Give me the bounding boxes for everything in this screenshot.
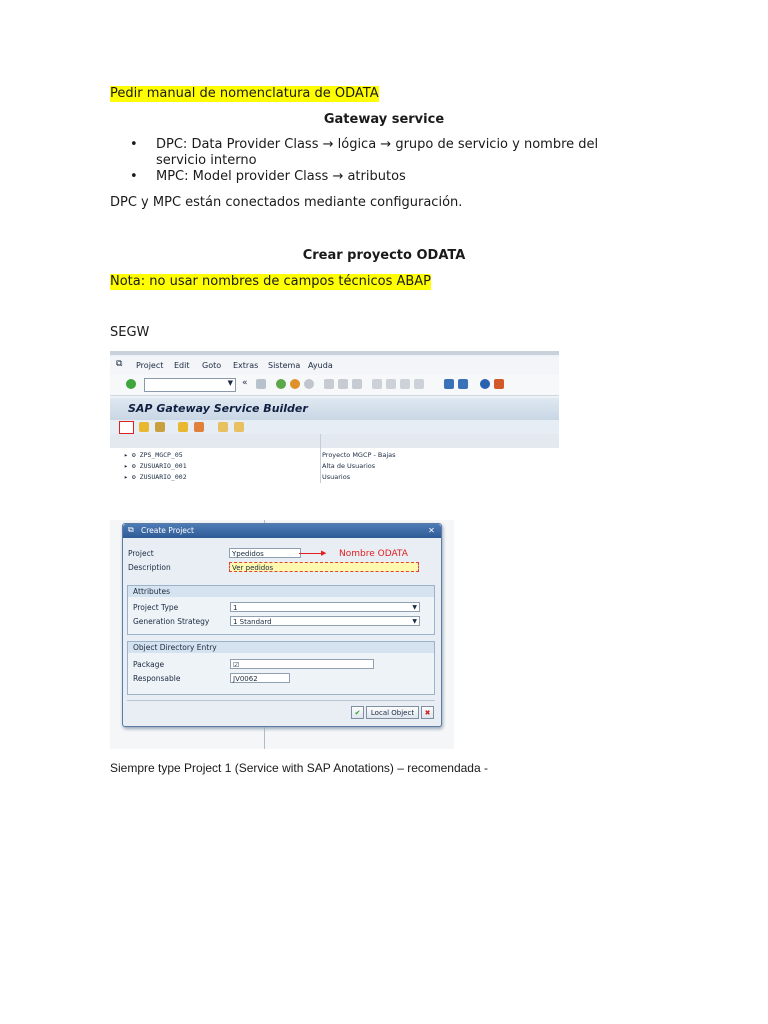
- responsable-input[interactable]: JV0062: [230, 673, 290, 683]
- heading-gateway-service: Gateway service: [323, 112, 445, 127]
- bullet-dpc: [110, 137, 650, 169]
- dialog-title-bar: [123, 524, 441, 538]
- window-top-border: [110, 351, 559, 355]
- menu-icon: ⧉: [116, 359, 123, 369]
- layout-icon[interactable]: [494, 379, 504, 389]
- paragraph-dpc-mpc: DPC y MPC están conectados mediante configuración.: [110, 195, 463, 210]
- attributes-group: [127, 585, 435, 635]
- tree-row-description: Alta de Usuarios: [322, 462, 376, 470]
- folder-icon[interactable]: [178, 422, 188, 432]
- generation-strategy-select[interactable]: [230, 616, 420, 626]
- create-project-screenshot: [110, 520, 454, 749]
- package-label: Package: [133, 660, 165, 669]
- attributes-header: [128, 586, 434, 597]
- project-type-select[interactable]: [230, 602, 420, 612]
- next-page-icon[interactable]: [400, 379, 410, 389]
- create-project-dialog: [122, 523, 442, 727]
- exit-icon[interactable]: [290, 379, 300, 389]
- tree-row[interactable]: ▸ ⚙ ZUSUARIO_002: [124, 473, 187, 481]
- sap-title-bar: [110, 398, 559, 420]
- transaction-code: SEGW: [110, 325, 150, 340]
- forward-arrow-icon[interactable]: [234, 422, 244, 432]
- object-directory-header: [128, 642, 434, 653]
- edit-project-icon[interactable]: [155, 422, 165, 432]
- local-object-button[interactable]: Local Object: [366, 706, 419, 719]
- tree-column-header: [110, 434, 559, 449]
- shortcut-icon[interactable]: [458, 379, 468, 389]
- bullet-dpc-line1: DPC: Data Provider Class → lógica → grupo de servicio y nombre del: [156, 137, 599, 152]
- responsable-label: Responsable: [133, 674, 181, 683]
- project-input[interactable]: Ypedidos: [229, 548, 301, 558]
- package-input[interactable]: [230, 659, 374, 669]
- tree-row-name: ZUSUARIO_001: [139, 462, 187, 470]
- tree-row[interactable]: ▸ ⚙ ZPS_MGCP_05: [124, 451, 183, 459]
- menu-project[interactable]: Project: [136, 361, 164, 370]
- footer-divider: [127, 700, 435, 701]
- dialog-window-icon: ⧉: [128, 525, 134, 534]
- confirm-check-button[interactable]: ✔: [351, 706, 364, 719]
- bullet-mpc-line1: MPC: Model provider Class → atributos: [156, 169, 406, 184]
- first-page-icon[interactable]: [372, 379, 382, 389]
- tree-row-name: ZUSUARIO_002: [139, 473, 187, 481]
- sap-screen-title: SAP Gateway Service Builder: [128, 402, 308, 415]
- attributes-header-text: Attributes: [133, 587, 171, 596]
- find-next-icon[interactable]: [352, 379, 362, 389]
- generation-strategy-label: Generation Strategy: [133, 617, 210, 626]
- print-icon[interactable]: [324, 379, 334, 389]
- menu-ayuda[interactable]: Ayuda: [308, 361, 333, 370]
- sap-gateway-builder-screenshot: [110, 351, 559, 483]
- sap-menubar: [110, 357, 559, 376]
- back-icon[interactable]: [276, 379, 286, 389]
- last-page-icon[interactable]: [414, 379, 424, 389]
- cancel-icon[interactable]: [304, 379, 314, 389]
- bullet-list: [110, 137, 650, 185]
- object-directory-group: [127, 641, 435, 695]
- project-type-value: 1: [233, 604, 238, 612]
- project-tree: [110, 448, 559, 483]
- heading-crear-proyecto: Crear proyecto ODATA: [302, 248, 466, 263]
- prev-page-icon[interactable]: [386, 379, 396, 389]
- description-input[interactable]: Ver pedidos: [229, 562, 419, 572]
- command-field[interactable]: [144, 378, 236, 392]
- note-manual: Pedir manual de nomenclatura de ODATA: [110, 86, 379, 101]
- menu-edit[interactable]: Edit: [174, 361, 190, 370]
- collapse-arrows-icon[interactable]: «: [242, 378, 248, 388]
- tree-row-name: ZPS_MGCP_05: [139, 451, 183, 459]
- note-nombres-campos: Nota: no usar nombres de campos técnicos ABAP: [110, 274, 432, 289]
- generate-icon[interactable]: [194, 422, 204, 432]
- new-session-icon[interactable]: [444, 379, 454, 389]
- chevron-down-icon: ▼: [412, 618, 417, 625]
- help-icon[interactable]: [480, 379, 490, 389]
- find-icon[interactable]: [338, 379, 348, 389]
- create-project-icon[interactable]: [119, 421, 134, 434]
- chevron-down-icon: ▼: [412, 604, 417, 611]
- caption-project-type: Siempre type Project 1 (Service with SAP Anotations) – recomendada -: [110, 761, 488, 775]
- sap-standard-toolbar: [110, 375, 559, 396]
- description-label: Description: [128, 563, 171, 572]
- menu-extras[interactable]: Extras: [233, 361, 259, 370]
- dialog-title: Create Project: [141, 526, 194, 535]
- cancel-x-button[interactable]: ✖: [421, 706, 434, 719]
- save-icon[interactable]: [256, 379, 266, 389]
- menu-sistema[interactable]: Sistema: [268, 361, 301, 370]
- column-divider: [320, 434, 321, 483]
- close-icon[interactable]: ✕: [428, 526, 435, 535]
- menu-goto[interactable]: Goto: [202, 361, 222, 370]
- sap-application-toolbar: [110, 420, 559, 434]
- annotation-nombre-odata: Nombre ODATA: [339, 549, 408, 559]
- tree-row-description: Proyecto MGCP - Bajas: [322, 451, 396, 459]
- open-project-icon[interactable]: [139, 422, 149, 432]
- annotation-arrow-icon: ▶: [321, 549, 327, 557]
- project-label: Project: [128, 549, 154, 558]
- back-arrow-icon[interactable]: [218, 422, 228, 432]
- project-type-label: Project Type: [133, 603, 179, 612]
- bullet-dpc-line2: servicio interno: [156, 153, 257, 168]
- object-directory-header-text: Object Directory Entry: [133, 643, 217, 652]
- search-help-icon[interactable]: ☑: [233, 661, 240, 669]
- enter-check-icon[interactable]: [126, 379, 136, 389]
- bullet-mpc: [110, 169, 650, 185]
- generation-strategy-value: 1 Standard: [233, 618, 272, 626]
- tree-row-description: Usuarios: [322, 473, 351, 481]
- tree-row[interactable]: ▸ ⚙ ZUSUARIO_001: [124, 462, 187, 470]
